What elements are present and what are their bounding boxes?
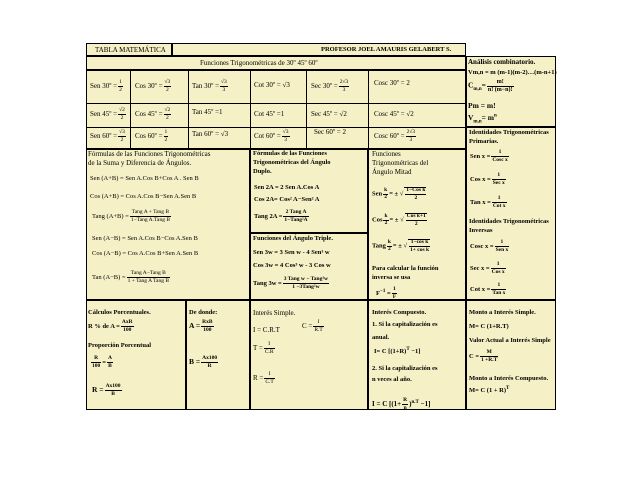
author-name: PROFESOR JOEL AMAURIS GELABERT S. (321, 46, 452, 53)
identity-sec: Sec x = $\frac{1}{\text{Cos x}}$ (470, 261, 505, 275)
sec45: Sec 45º = √2 (311, 110, 347, 118)
inverse-text1: Para calcular la función (372, 265, 439, 272)
actual-value-title: Valor Actual a Interés Simple (469, 337, 551, 344)
compound-formula2: I = C [(1+ $\frac{R}{n}$ )$^{n.T}$ −1] (372, 397, 431, 411)
col-divider (250, 70, 251, 149)
tan45: Tan 45º =1 (192, 108, 223, 116)
compound-line1b: anual. (372, 334, 390, 341)
sen-sum: Sen (A+B) = Sen A.Cos B+Cos A . Sen B (90, 175, 199, 182)
tan60: Tan 60º = √3 (192, 130, 229, 138)
sum-diff-title1: Fórmulas de las Funciones Trigonométricas (88, 150, 211, 158)
inverse-text2: inversa se usa (372, 274, 411, 281)
identity-sen: Sen x = $\frac{1}{\text{Cosc x}}$ (470, 149, 508, 163)
permutations-formula: Pm = m! (468, 101, 496, 110)
title-cell (86, 43, 172, 56)
i-formula: I = C.R.T (253, 326, 280, 334)
sen60: Sen 60º = $\frac{√3}{2}$ (90, 129, 125, 143)
table-title: TABLA MATEMÁTICA (95, 46, 166, 54)
tan-diff: Tan (A−B) = $\frac{\text{Tang A−Tang B}}{\text{1 + Tang A Tang B}}$ (92, 270, 169, 284)
cos60: Cos 60º = $\frac{1}{2}$ (135, 129, 168, 143)
actual-value-formula: C = $\frac{M}{1 +R.T}$ (469, 349, 498, 363)
simple-amount-formula: M= C (1+R.T) (469, 323, 509, 330)
r-formula: R = $\frac{Ax100}{B}$ (92, 383, 121, 397)
identities-title3: Identidades Trigonométricas (469, 218, 549, 225)
double-title1: Fórmulas de las Funciones (253, 150, 327, 157)
sec30: Sec 30º = $\frac{2√3}{3}$ (311, 79, 349, 93)
cos45: Cos 45º = $\frac{√2}{2}$ (135, 107, 171, 121)
sen-double: Sen 2A = 2 Sen A.Cos A (254, 184, 320, 191)
author-cell (172, 43, 466, 56)
identities-title1: Identidades Trigonométricas (469, 129, 549, 136)
subheader-cell (86, 56, 466, 70)
identities-title4: Inversas (469, 227, 493, 234)
sen-triple: Sen 3w = 3 Sen w - 4 Sen³ w (253, 249, 330, 256)
half-title2: Trigonométricas del (372, 159, 429, 167)
proportion-formula: $\frac{R}{100}$ = $\frac{A}{B}$ (92, 355, 112, 369)
combinatorics-title: Análisis combinatorio. (468, 58, 536, 66)
combinations-formula: $C_{m,n}=$ $\frac{m!}{n! (m-n)!}$ (468, 79, 513, 93)
simple-amount-title: Monto a Interés Simple. (469, 309, 536, 316)
simple-interest-title: Interés Simple. (253, 309, 296, 317)
cot45: Cot 45º =1 (254, 110, 285, 118)
r-interest-formula: R = $\frac{I}{C.T}$ (253, 371, 274, 385)
dedonde-cell (186, 300, 250, 410)
sen-diff: Sen (A−B) = Sen A.Cos B−Cos A.Sen B (92, 235, 198, 242)
compound-line2b: n veces al año. (372, 376, 412, 383)
percent-formula: R % de A = $\frac{\text{AxR}}{100}$ (88, 319, 133, 333)
sec60: Sec 60º = 2 (314, 128, 346, 136)
inverse-formula: $F^{-1}$ = $\frac{1}{F}$ (376, 286, 397, 300)
identity-cosc: Cosc x = $\frac{1}{\text{Sen x}}$ (470, 239, 509, 253)
cos-half: Cos $\frac{k}{2}$ = ± √ $\frac{\text{Cos k+1}}{2}$ (372, 212, 426, 227)
cosc60: Cosc 60º = $\frac{2√3}{3}$ (374, 129, 416, 143)
half-title1: Funciones (372, 150, 401, 158)
b-formula: B = $\frac{Ax100}{R}$ (189, 355, 218, 369)
cos-sum: Cos (A+B) = Cos A.Cos B−Sen A.Sen B (90, 193, 197, 200)
cot60: Cot 60º = $\frac{√3}{3}$ (254, 129, 289, 143)
col-divider (368, 70, 369, 149)
sen-half: Sen $\frac{k}{2}$ = ± √ $\frac{\text{1−Cos k}}{2}$ (372, 186, 426, 201)
tan-double: Tang 2A = $\frac{\text{2 Tang A}}{\text{1−Tang²A}}$ (254, 209, 308, 223)
percent-title: Cálculos Porcentuales. (88, 309, 151, 316)
identity-tan: Tan x = $\frac{1}{\text{Cot x}}$ (470, 195, 506, 209)
compound-formula1: I= C $[(1+R)^T -1]$ (374, 346, 421, 355)
t-formula: T = $\frac{I}{C.R}$ (253, 341, 274, 355)
subheader: Funciones Trigonométricas de 30º 45º 60º (200, 59, 318, 67)
identities-title2: Primarias. (469, 138, 499, 145)
proportion-title: Proporción Porcentual (88, 342, 152, 349)
double-title3: Duplo. (253, 168, 272, 175)
cos30: Cos 30º = $\frac{√3}{2}$ (135, 79, 171, 93)
variations-repetition: $V_{m,n}= m^n$ (468, 113, 497, 125)
triple-title: Funciones del Ángulo Triple. (253, 235, 333, 242)
identity-cos: Cos x = $\frac{1}{\text{Sec x}}$ (470, 172, 505, 186)
double-title2: Trigonométricas del Ángulo (253, 159, 331, 166)
compound-line1a: 1. Si la capitalización es (372, 321, 438, 328)
compound-line2a: 2. Si la capitalización es (372, 365, 438, 372)
half-title3: Ángulo Mitad (372, 168, 412, 176)
tan-sum: Tang (A+B) = $\frac{\text{Tang A + Tang B}}{\text{1−Tang A.Tang B}}$ (92, 209, 170, 223)
sum-diff-title2: de la Suma y Diferencia de Ángulos. (88, 159, 192, 167)
cos-diff: Cos (A−B) = Cos A.Cos B+Sen A.Sen B (92, 250, 199, 257)
dedonde-title: De donde: (189, 309, 218, 316)
compound-title: Interés Compuesto. (372, 309, 427, 316)
compound-amount-formula: M= C $(1 + R)^T$ (469, 385, 510, 394)
cot30: Cot 30º = √3 (254, 81, 290, 89)
identity-cot: Cot x = $\frac{1}{\text{Tan x}}$ (470, 282, 506, 296)
col-divider (130, 70, 131, 149)
cos-triple: Cos 3w = 4 Cos³ w - 3 Cos w (253, 262, 331, 269)
cosc30: Cosc 30º = 2 (374, 79, 410, 87)
col-divider (188, 70, 189, 149)
cos-double: Cos 2A= Cos² A−Sen² A (254, 196, 320, 203)
cosc45: Cosc 45º = √2 (374, 110, 414, 118)
tan-triple: Tang 3w = $\frac{\text{3 Tang w − Tang³w}}{\text{1 −3Tang²w}}$ (253, 276, 328, 290)
tang-half: Tang $\frac{k}{2}$ = ± √ $\frac{\text{1−cos k}}{\text{1+ cos k}}$ (372, 238, 430, 253)
a-formula: A = $\frac{\text{RxB}}{100}$ (189, 319, 213, 333)
variations-formula: Vm,n = m (m-1)(m-2)…(m-n+1) (468, 69, 557, 76)
col-divider (306, 70, 307, 149)
sen30: Sen 30º = $\frac{1}{2}$ (90, 79, 122, 93)
compound-amount-title: Monto a Interés Compuesto. (469, 375, 549, 382)
sen45: Sen 45º = $\frac{√2}{2}$ (90, 107, 125, 121)
c-formula: C = $\frac{I}{R.T}$ (302, 319, 323, 333)
tan30: Tan 30º = $\frac{√3}{3}$ (192, 79, 227, 93)
